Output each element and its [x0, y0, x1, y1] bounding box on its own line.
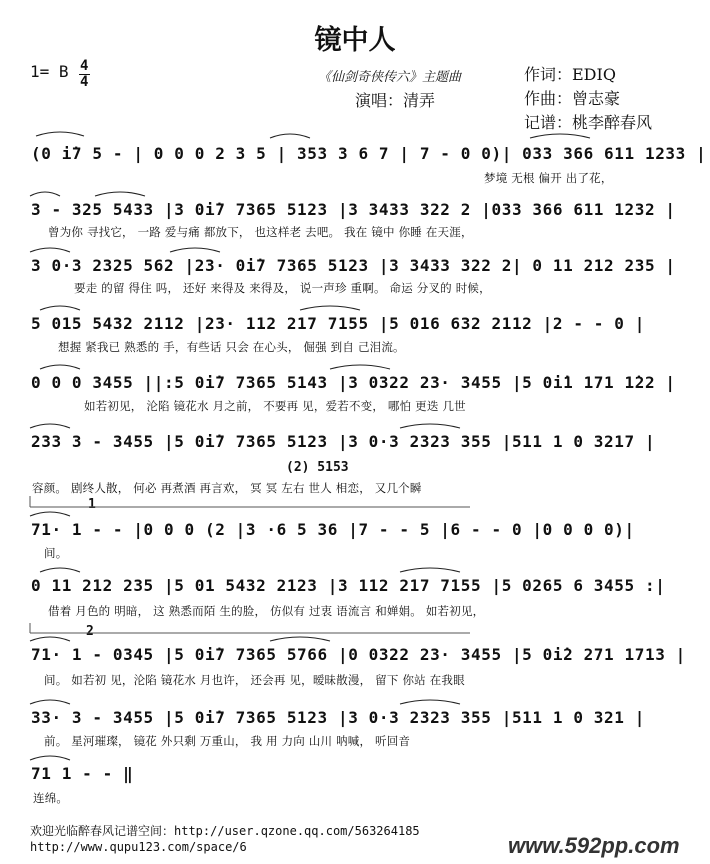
volta-alternative: (2) 5153: [286, 460, 349, 475]
score-row-4-notes: 5 015 5432 2112 |23· 112 217 7155 |5 016 632 2112 |2 - - 0 |: [31, 314, 645, 333]
key-signature: 1= B: [30, 62, 69, 81]
score-row-2-notes: 3 - 325 5433 |3 0i̇7 7365 5123 |3 3433 322 2 |033 366 611 1232 |: [31, 200, 676, 219]
score-row-7-lyrics: 间。: [44, 546, 68, 560]
score-row-4-lyrics: 想握 紧我已 熟悉的 手，有些话 只会 在心头， 倔强 到自 己泪流。: [58, 340, 405, 354]
score-row-10-lyrics: 前。 星河璀璨， 镜花 外只剩 万重山， 我 用 力向 山川 呐喊， 听回音: [44, 734, 411, 748]
subtitle: 《仙剑奇侠传六》主题曲: [318, 70, 462, 85]
score-row-8-lyrics: 借着 月色的 明暗， 这 熟悉而陌 生的脸， 仿似有 过衷 语流言 和婵娟。 如若初见，: [48, 604, 485, 618]
footer-url-line: http://www.qupu123.com/space/6: [30, 840, 247, 854]
score-row-9-lyrics: 间。 如若初 见，沦陷 镜花水 月也许， 还会再 见，暧昧散漫， 留下 你站 在我眼: [44, 673, 465, 687]
score-row-1-lyrics: 梦境 无根 偏开 出了花，: [484, 171, 613, 185]
score-row-3-lyrics: 要走 的留 得住 吗， 还好 来得及 来得及， 说一声珍 重啊。 命运 分叉的 时候，: [74, 281, 491, 295]
score-row-6-notes: 233 3 - 3455 |5 0i̇7 7365 5123 |3 0·3 2323 355 |511 1 0 3217 |: [31, 432, 656, 451]
page-title: 镜中人: [314, 25, 396, 56]
time-signature-bottom: 4: [80, 74, 89, 90]
composer-credit: 作曲：曾志豪: [524, 89, 621, 108]
singer-credit: 演唱：清弄: [355, 91, 436, 110]
transcriber-credit: 记谱：桃李醉春风: [524, 113, 653, 132]
lyricist-credit: 作词：EDIQ: [524, 65, 616, 84]
volta-mark-2: 2: [86, 624, 94, 639]
watermark: www.592pp.com: [508, 833, 680, 858]
score-row-7-notes: 71· 1 - - |0 0 0 (2 |3 ·6 5 36 |7 - - 5 |6 - - 0 |0 0 0 0)|: [31, 520, 635, 539]
score-row-11-lyrics: 连绵。: [33, 791, 69, 805]
score-row-3-notes: 3 0·3 2325 562 |23· 0i̇7 7365 5123 |3 3433 322 2| 0 11 212 235 |: [31, 256, 676, 275]
score-row-5-lyrics: 如若初见， 沦陷 镜花水 月之前， 不要再 见，爱若不变， 哪怕 更迭 几世: [84, 399, 466, 413]
footer-credit-line: 欢迎光临醉春风记谱空间：http://user.qzone.qq.com/563264185: [30, 824, 420, 838]
volta-mark-1: 1: [88, 497, 96, 512]
score-row-5-notes: 0 0 0 3455 ||:5 0i̇7 7365 5143 |3 0322 23· 3455 |5 0i̇1 171 1̇22 |: [31, 373, 676, 392]
score-row-11-notes: 71 1 - - ‖: [31, 764, 134, 783]
score-row-1-notes: (0 i̇7 5 - | 0 0 0 2 3 5 | 353 3 6 7 | 7 - 0 0)| 033 366 611 1233 |: [31, 144, 707, 163]
time-signature-top: 4: [80, 58, 89, 74]
score-row-2-lyrics: 曾为你 寻找它， 一路 爱与痛 都放下， 也这样老 去吧。 我在 镜中 你睡 在天涯，: [48, 225, 473, 239]
score-row-8-notes: 0 11 212 235 |5 01 5432 2123 |3 112 217 7155 |5 0265 6 3455 :|: [31, 576, 666, 595]
score-row-10-notes: 33· 3 - 3455 |5 0i̇7 7365 5123 |3 0·3 2323 355 |511 1 0 321 |: [31, 708, 645, 727]
score-row-9-notes: 71· 1 - 0345 |5 0i̇7 7365 5766 |0 0322 23· 3455 |5 0i̇2 271 1713 |: [31, 645, 686, 664]
score-row-6-lyrics: 容颜。 剧终人散， 何必 再煮酒 再言欢， 冥 冥 左右 世人 相恋， 又几个瞬: [32, 481, 422, 495]
